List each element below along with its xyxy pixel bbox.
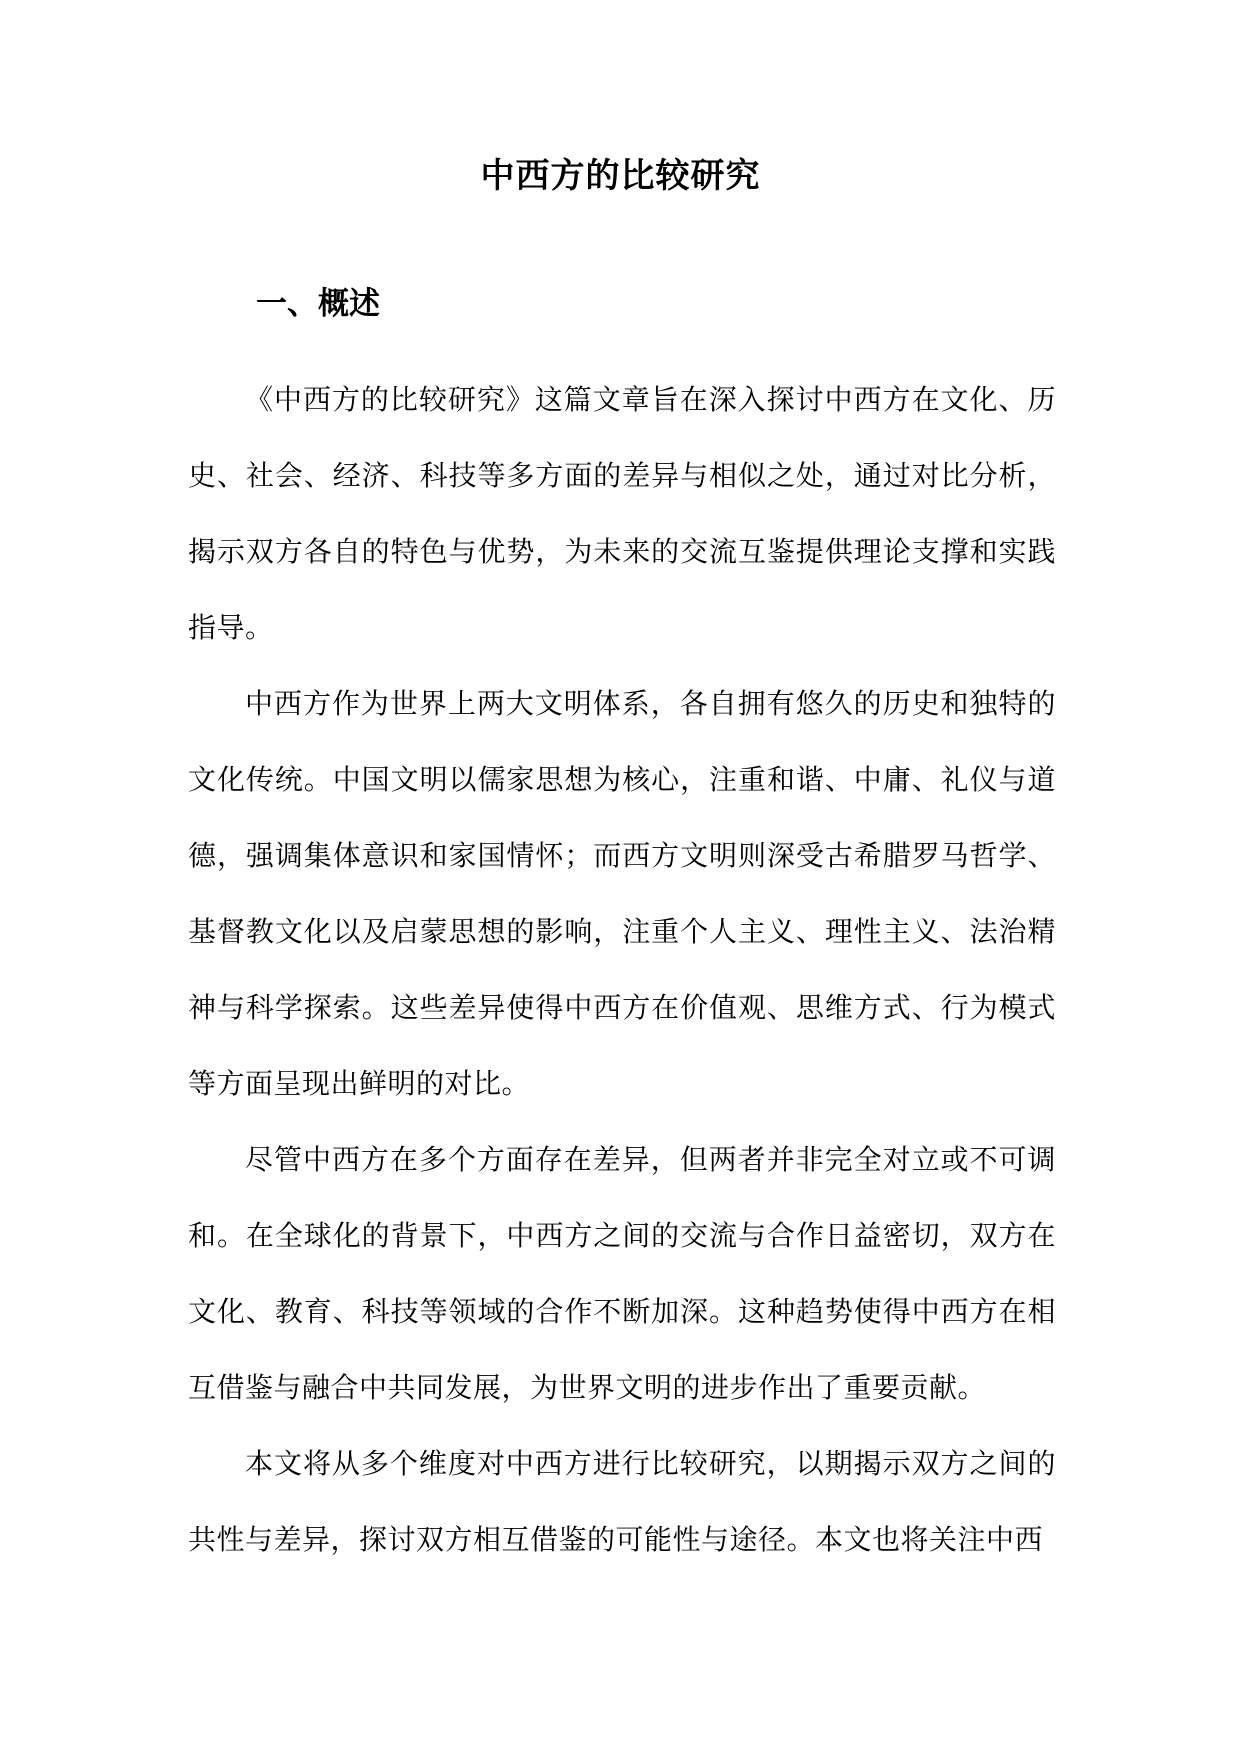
paragraph-1: 《中西方的比较研究》这篇文章旨在深入探讨中西方在文化、历史、社会、经济、科技等多方面的差异与相似之处，通过对比分析，揭示双方各自的特色与优势，为未来的交流互鉴提供理论支撑和实践指导。 [188,383,1056,644]
paragraph-2: 中西方作为世界上两大文明体系，各自拥有悠久的历史和独特的文化传统。中国文明以儒家思想为核心，注重和谐、中庸、礼仪与道德，强调集体意识和家国情怀；而西方文明则深受古希腊罗马哲学、基督教文化以及启蒙思想的影响，注重个人主义、理性主义、法治精神与科学探索。这些差异使得中西方在价值观、思维方式、行为模式等方面呈现出鲜明的对比。 [188,687,1056,1100]
paragraph-4: 本文将从多个维度对中西方进行比较研究，以期揭示双方之间的共性与差异，探讨双方相互借鉴的可能性与途径。本文也将关注中西 [188,1447,1056,1556]
paragraph-3: 尽管中西方在多个方面存在差异，但两者并非完全对立或不可调和。在全球化的背景下，中西方之间的交流与合作日益密切，双方在文化、教育、科技等领域的合作不断加深。这种趋势使得中西方在相互借鉴与融合中共同发展，为世界文明的进步作出了重要贡献。 [188,1143,1056,1404]
document-title: 中西方的比较研究 [480,156,761,196]
section-heading-overview: 一、概述 [256,286,380,322]
body-text [188,362,1056,1578]
